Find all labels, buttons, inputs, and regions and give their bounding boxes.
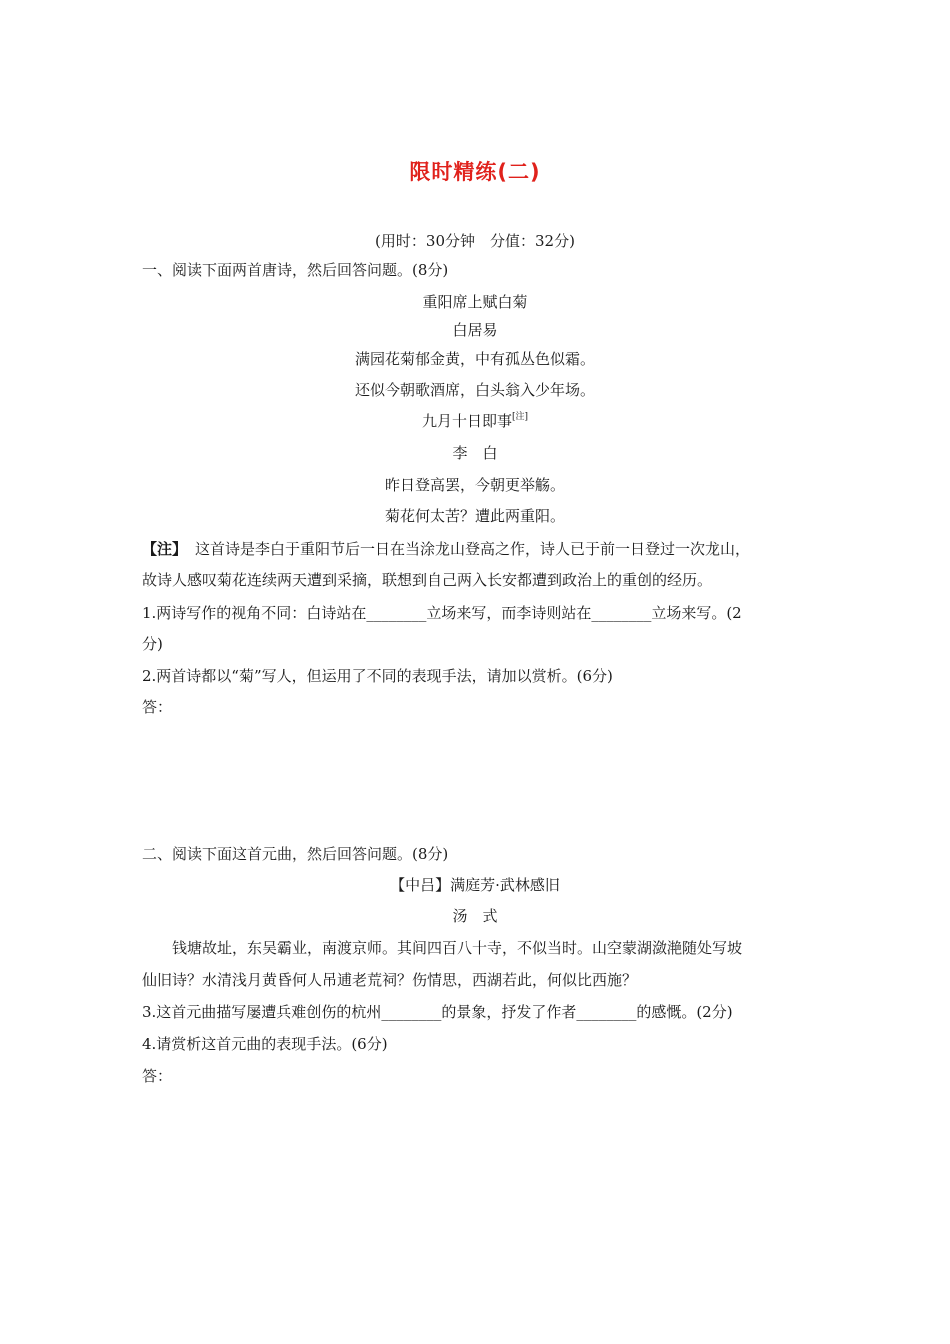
question-2: 2.两首诗都以“菊”写人，但运用了不同的表现手法，请加以赏析。(6分) — [142, 667, 613, 685]
note-text: 这首诗是李白于重阳节后一日在当涂龙山登高之作，诗人已于前一日登过一次龙山， — [195, 540, 751, 558]
qu-text-line-1: 钱塘故址，东吴霸业，南渡京师。其间四百八十寺，不似当时。山空蒙湖潋滟随处写坡 — [172, 939, 743, 957]
poem2-line: 昨日登高罢，今朝更举觞。 — [384, 476, 565, 494]
answer-area-1[interactable] — [142, 722, 808, 832]
poem1-line: 满园花菊郁金黄，中有孤丛色似霜。 — [354, 350, 595, 368]
question-3: 3.这首元曲描写屡遭兵难创伤的杭州________的景象，抒发了作者________的感慨。(2分) — [142, 1003, 733, 1021]
poem2-title-text: 九月十日即事 — [421, 412, 512, 430]
poem1-author: 白居易 — [452, 321, 498, 339]
answer-label: 答： — [142, 698, 173, 716]
answer-label: 答： — [142, 1067, 173, 1085]
poem1-title: 重阳席上赋白菊 — [422, 293, 528, 311]
question-4: 4.请赏析这首元曲的表现手法。(6分) — [142, 1035, 388, 1053]
question-1-cont: 分) — [142, 635, 163, 653]
answer-area-2[interactable] — [142, 1092, 808, 1232]
poem1-line: 还似今朝歌酒席，白头翁入少年场。 — [354, 381, 595, 399]
note-label: 【注】 — [142, 540, 188, 558]
section1-heading: 一、阅读下面两首唐诗，然后回答问题。(8分) — [142, 261, 449, 279]
qu-author: 汤 式 — [452, 907, 498, 925]
question-1: 1.两诗写作的视角不同：白诗站在________立场来写，而李诗则站在________立场来写。(2 — [142, 604, 742, 622]
note-marker: [注] — [511, 412, 529, 422]
poem2-line: 菊花何太苦？遭此两重阳。 — [384, 507, 565, 525]
time-score-info: (用时：30分钟 分值：32分) — [375, 232, 575, 250]
note-line-1 — [142, 539, 750, 559]
poem2-title — [0, 411, 950, 431]
note-line-2: 故诗人感叹菊花连续两天遭到采摘，联想到自己两入长安都遭到政治上的重创的经历。 — [142, 571, 713, 589]
qu-text-line-2: 仙旧诗？水清浅月黄昏何人吊逋老荒祠？伤情思，西湖若此，何似比西施？ — [142, 971, 638, 989]
page-title: 限时精练(二) — [409, 160, 541, 184]
section2-heading: 二、阅读下面这首元曲，然后回答问题。(8分) — [142, 845, 449, 863]
poem2-author: 李 白 — [452, 444, 498, 462]
qu-title: 【中吕】满庭芳·武林感旧 — [390, 876, 560, 894]
